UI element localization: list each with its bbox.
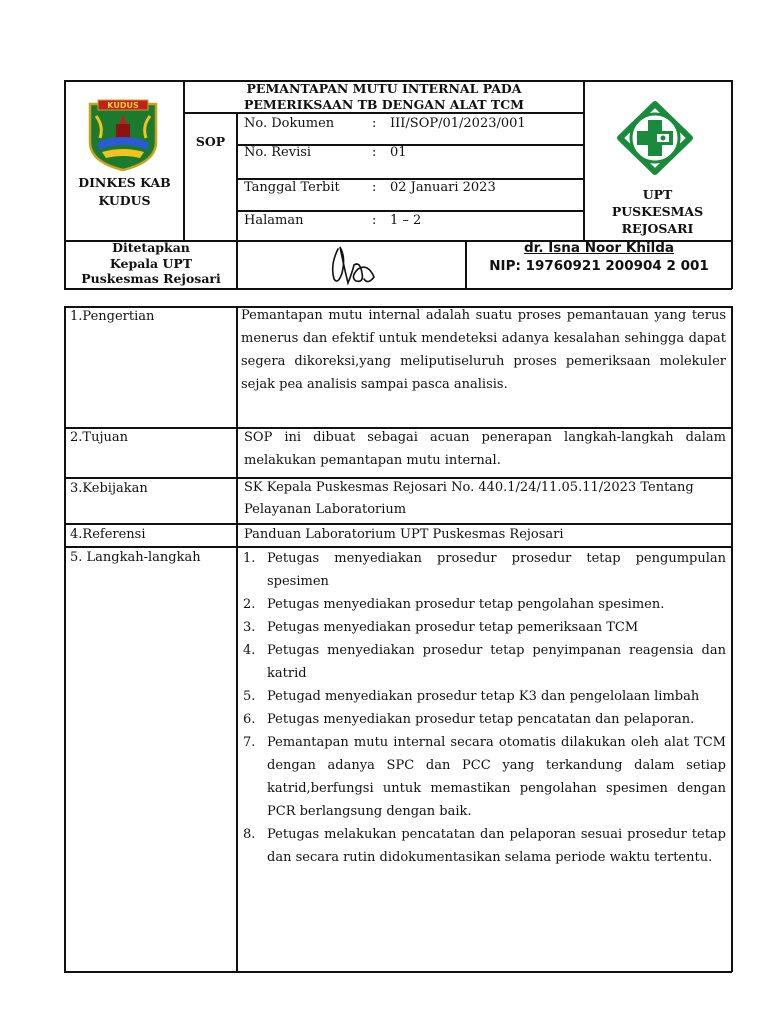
step-text: Pemantapan mutu internal secara otomatis dilakukan oleh alat TCM dengan adanya SPC dan PCC yang terkandung dalam setiap katrid,berfungsi untuk memastikan pengolahan spesimen dengan PCR berlangsung dengan baik. xyxy=(267,735,726,819)
section-text-tujuan: SOP ini dibuat sebagai acuan penerapan langkah-langkah dalam melakukan pemantapan mutu internal. xyxy=(244,430,726,468)
section-label-tujuan: 2.Tujuan xyxy=(70,430,128,445)
section-label-referensi: 4.Referensi xyxy=(70,527,146,542)
step-text: Petugas menyediakan prosedur tetap penyimpanan reagensia dan katrid xyxy=(267,643,726,681)
step-text: Petugas melakukan pencatatan dan pelaporan sesuai prosedur tetap dan secara rutin didokumentasikan selama periode waktu tertentu. xyxy=(267,827,726,865)
info-value: III/SOP/01/2023/001 xyxy=(390,116,526,131)
list-item xyxy=(243,547,726,593)
document-title: PEMANTAPAN MUTU INTERNAL PADA PEMERIKSAAN TB DENGAN ALAT TCM xyxy=(244,81,524,112)
kudus-emblem-logo xyxy=(84,96,162,172)
section-label-kebijakan: 3.Kebijakan xyxy=(70,481,148,496)
info-label: Tanggal Terbit xyxy=(244,180,340,195)
section-text-referensi: Panduan Laboratorium UPT Puskesmas Rejosari xyxy=(244,527,564,542)
list-item xyxy=(243,731,726,823)
step-number: 4. xyxy=(243,643,256,658)
list-item xyxy=(243,593,726,616)
info-sep: : xyxy=(372,213,377,228)
step-text: Petugas menyediakan prosedur tetap pencatatan dan pelaporan. xyxy=(267,712,695,727)
list-item xyxy=(243,685,726,708)
left-agency: DINKES KAB KUDUS xyxy=(78,175,171,208)
ditetapkan-label: Ditetapkan Kepala UPT Puskesmas Rejosari xyxy=(81,240,221,286)
step-number: 2. xyxy=(243,597,256,612)
info-label: No. Dokumen xyxy=(244,116,335,131)
step-number: 1. xyxy=(243,551,256,566)
step-number: 7. xyxy=(243,735,256,750)
step-text: Petugad menyediakan prosedur tetap K3 dan pengelolaan limbah xyxy=(267,689,700,704)
list-item xyxy=(243,616,726,639)
step-text: Petugas menyediakan prosedur tetap pengolahan spesimen. xyxy=(267,597,665,612)
step-text: Petugas menyediakan prosedur tetap pemeriksaan TCM xyxy=(267,620,639,635)
info-sep: : xyxy=(372,116,377,131)
info-value: 1 – 2 xyxy=(390,213,422,228)
info-sep: : xyxy=(372,180,377,195)
right-org: UPT PUSKESMAS REJOSARI xyxy=(611,187,704,236)
list-item xyxy=(243,639,726,685)
step-text: Petugas menyediakan prosedur prosedur tetap pengumpulan spesimen xyxy=(267,551,726,589)
step-number: 5. xyxy=(243,689,256,704)
step-number: 3. xyxy=(243,620,256,635)
signer-nip: NIP: 19760921 200904 2 001 xyxy=(489,258,709,274)
sop-label: SOP xyxy=(195,134,226,149)
signer-name: dr. Isna Noor Khilda xyxy=(523,240,674,256)
signature-image xyxy=(324,243,384,287)
info-sep: : xyxy=(372,145,377,160)
step-number: 6. xyxy=(243,712,256,727)
puskesmas-logo xyxy=(616,100,694,176)
step-number: 8. xyxy=(243,827,256,842)
section-text-kebijakan: SK Kepala Puskesmas Rejosari No. 440.1/24/11.05.11/2023 Tentang Pelayanan Laboratorium xyxy=(244,480,694,517)
section-text-pengertian: Pemantapan mutu internal adalah suatu proses pemantauan yang terus menerus dan efektif untuk mendeteksi adanya kesalahan sehingga dapat segera dikoreksi,yang meliputiseluruh proses pemeriksaan molekuler sejak pea analisis sampai pasca analisis. xyxy=(241,308,726,392)
info-value: 02 Januari 2023 xyxy=(390,180,496,195)
info-value: 01 xyxy=(390,145,407,160)
logo-banner-text: KUDUS xyxy=(107,101,139,110)
list-item xyxy=(243,823,726,869)
section-label-langkah: 5. Langkah-langkah xyxy=(70,550,201,565)
list-item xyxy=(243,708,726,731)
steps-list xyxy=(243,547,726,869)
info-label: Halaman xyxy=(244,213,304,228)
section-label-pengertian: 1.Pengertian xyxy=(70,309,155,324)
info-label: No. Revisi xyxy=(244,145,312,160)
